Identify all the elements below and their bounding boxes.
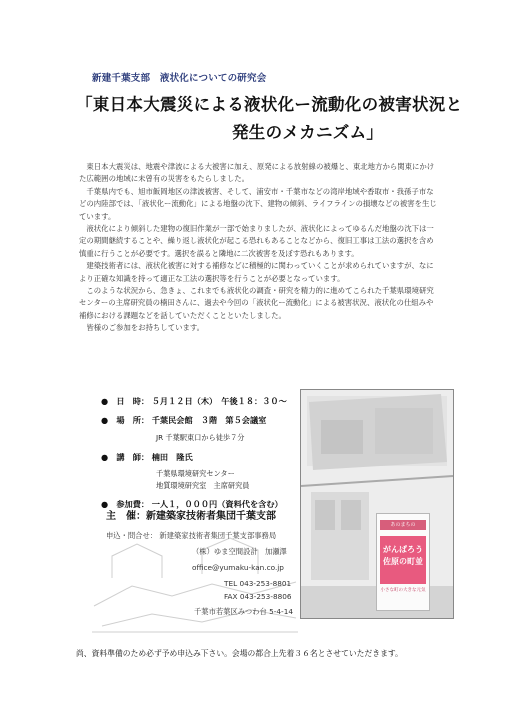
page-title-line1: 「東日本大震災による液状化ー流動化の被害状況と — [76, 95, 463, 114]
body-text — [79, 161, 439, 335]
paragraph: このような状況から、急きょ、これまでも液状化の調査・研究を精力的に進めてこられた千葉県環境研究センターの主席研究員の楠田さんに、過去や今回の「液状化ー流動化」による被害状況、液状化の仕組みや補修における課題などを話していただくことといたしました。 — [79, 286, 434, 320]
contact-address: 千葉市若葉区みつわ台 5-4-14 — [194, 607, 293, 616]
date-value: ５月１２日（木） 午後１８：３０～ — [151, 396, 287, 406]
contact-email[interactable]: office@yumaku-kan.co.jp — [192, 563, 284, 572]
footer-note: 尚、資料準備のため必ず予め申込み下さい。会場の都合上先着３６名とさせていただきます。 — [76, 649, 403, 658]
paragraph: 液状化により傾斜した建物の復旧作業が一部で始まりましたが、液状化によってゆるんだ地盤の沈下は一定の期間継続することや、繰り返し液状化が起こる恐れもあることなどから、復旧工事は工法の選択を含め慎重に行うことが必要です。選択を誤ると隣地に二次被害を及ぼす恐れもあります。 — [79, 224, 434, 258]
fee-value: 一人１，０００円（資料代を含む） — [151, 499, 283, 509]
event-subtitle: 新建千葉支部 液状化についての研究会 — [92, 73, 267, 84]
fee-label: ● 参加費： — [101, 499, 150, 509]
place-label: ● 場 所： — [101, 415, 150, 425]
contact-tel: TEL 043-253-8801 — [224, 579, 292, 588]
sign-header: あのまちの — [380, 520, 426, 530]
contact-fax: FAX 043-253-8806 — [224, 592, 292, 601]
paragraph: 建築技術者には、液状化被害に対する補修などに積極的に関わっていくことが求められていますが、なにより正確な知識を持って適正な工法の選択等を行うことが必要となっています。 — [79, 261, 434, 283]
place-access: JR 千葉駅東口から徒歩７分 — [156, 433, 245, 442]
paragraph: 皆様のご参加をお持ちしています。 — [86, 323, 205, 333]
sign-main-text: がんばろう佐原の町並 — [380, 536, 426, 584]
contact-company: （株）ゆま空間設計 加瀬澤 — [192, 547, 287, 556]
page-title-line2: 発生のメカニズム」 — [232, 123, 384, 142]
speaker-title: 地質環境研究室 主席研究員 — [156, 481, 250, 490]
speaker-label: ● 講 師： — [101, 452, 150, 462]
place-value: 千葉民会館 ３階 第５会議室 — [151, 415, 267, 425]
paragraph: 千葉県内でも、旭市飯岡地区の津波被害、そして、浦安市・千葉市などの湾岸地域や香取市・我孫子市などの内陸部では、「液状化ー流動化」による地盤の沈下、建物の傾斜、ライフラインの損壊などの被害を生じています。 — [79, 186, 437, 221]
event-sponsor: 主 催：新建築家技術者集団千葉支部 — [106, 511, 276, 522]
speaker-org: 千葉県環境研究センター — [156, 469, 235, 478]
contact-label: 申込・問合せ： — [106, 531, 158, 540]
date-label: ● 日 時： — [101, 396, 150, 406]
paragraph: 東日本大震災は、地震や津波による大被害に加え、原発による放射線の被爆と、東北地方から関東にかけた広範囲の地域に未曾有の災害をもたらしました。 — [79, 162, 435, 184]
sign-footer: 小さな町の大きな元気 — [380, 588, 426, 593]
speaker-value: 楠田 隆氏 — [151, 452, 193, 462]
protest-sign — [376, 513, 430, 611]
contact-org: 新建築家技術者集団千葉支部事務局 — [159, 531, 277, 540]
